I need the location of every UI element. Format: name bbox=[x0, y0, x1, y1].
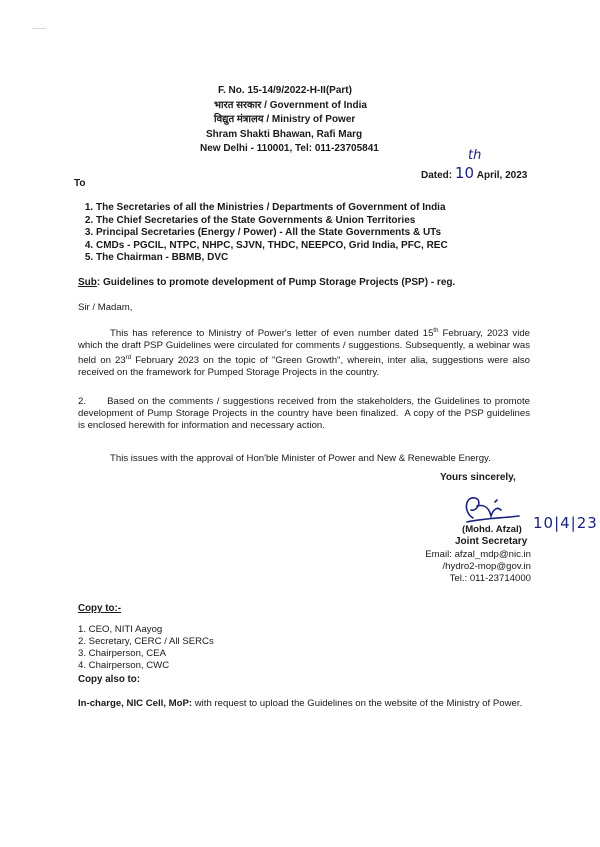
para1-sup-th: th bbox=[433, 328, 439, 334]
addressee-item: 4. CMDs - PGCIL, NTPC, NHPC, SJVN, THDC, NEEPCO, Grid India, PFC, REC bbox=[96, 240, 448, 253]
addressee-list bbox=[78, 202, 448, 265]
file-number: F. No. 15-14/9/2022-H-II(Part) bbox=[218, 85, 352, 96]
date-rest: April, 2023 bbox=[476, 170, 528, 181]
contact-block bbox=[380, 549, 531, 585]
building-line: Shram Shakti Bhawan, Rafi Marg bbox=[206, 128, 363, 140]
handwritten-day-suffix: th bbox=[468, 148, 482, 163]
designation: Joint Secretary bbox=[455, 536, 528, 547]
salutation: Sir / Madam, bbox=[78, 302, 133, 313]
nic-cell-label: In-charge, NIC Cell, MoP: bbox=[78, 698, 193, 709]
handwritten-sign-date: 10|4|23 bbox=[533, 514, 598, 532]
paragraph-2: 2. Based on the comments / suggestions received from the stakeholders, the Guidelines to promote development of Pump Storage Projects in the country have been finalized. A copy of the PSP guidelines is enclosed herewith for information and necessary action. bbox=[78, 396, 533, 431]
telephone: Tel.: 011-23714000 bbox=[449, 573, 531, 584]
ministry-line: विद्युत मंत्रालय / Ministry of Power bbox=[214, 114, 356, 125]
handwritten-day: 10 bbox=[454, 164, 474, 182]
closing-phrase: Yours sincerely, bbox=[440, 472, 516, 483]
subject-prefix: Sub bbox=[78, 277, 97, 288]
copy-also-heading: Copy also to: bbox=[78, 674, 141, 685]
subject-text: : Guidelines to promote development of Pump Storage Projects (PSP) - reg. bbox=[96, 277, 456, 288]
copy-to-item: 3. Chairperson, CEA bbox=[78, 648, 166, 659]
address-line: New Delhi - 110001, Tel: 011-23705841 bbox=[200, 143, 379, 154]
copy-to-list bbox=[78, 624, 214, 672]
copy-to-item: 2. Secretary, CERC / All SERCs bbox=[78, 636, 214, 647]
email-primary: Email: afzal_mdp@nic.in bbox=[425, 549, 531, 560]
copy-to-item: 1. CEO, NITI Aayog bbox=[78, 624, 163, 635]
para1-part-b: February, 2023 vide which the draft PSP Guidelines were circulated for comments / suggestions. Subsequently, a webinar was held on 23 bbox=[78, 328, 530, 367]
government-line: भारत सरकार / Government of India bbox=[214, 99, 367, 111]
to-label: To bbox=[74, 178, 86, 189]
nic-cell-request: with request to upload the Guidelines on the website of the Ministry of Power. bbox=[192, 698, 523, 709]
para1-part-c: February 2023 on the topic of "Green Growth", wherein, inter alia, suggestions were also received on the framework for Pumped Storage Projects in the country. bbox=[78, 355, 530, 379]
email-secondary: /hydro2-mop@gov.in bbox=[442, 561, 531, 572]
para1-sup-rd: rd bbox=[125, 355, 132, 362]
dated-label: Dated: bbox=[421, 170, 453, 181]
copy-to-heading: Copy to:- bbox=[78, 603, 121, 614]
copy-also-text bbox=[78, 698, 533, 710]
subject-line bbox=[78, 277, 455, 288]
addressee-item: 3. Principal Secretaries (Energy / Power) - All the State Governments & UTs bbox=[96, 227, 448, 240]
signature-icon bbox=[455, 488, 525, 528]
para1-part-a: This has reference to Ministry of Power's letter of even number dated 15 bbox=[110, 328, 434, 340]
addressee-item: 5. The Chairman - BBMB, DVC bbox=[96, 252, 448, 265]
copy-to-item: 4. Chairperson, CWC bbox=[78, 660, 170, 671]
date-line bbox=[421, 148, 528, 182]
letterhead bbox=[200, 84, 440, 157]
signatory-name: (Mohd. Afzal) bbox=[462, 524, 522, 535]
paragraph-1 bbox=[78, 325, 530, 379]
addressee-item: 2. The Chief Secretaries of the State Governments & Union Territories bbox=[96, 215, 448, 228]
addressee-item: 1. The Secretaries of all the Ministries / Departments of Government of India bbox=[96, 202, 448, 215]
paragraph-3: This issues with the approval of Hon'ble Minister of Power and New & Renewable Energy. bbox=[110, 453, 491, 464]
